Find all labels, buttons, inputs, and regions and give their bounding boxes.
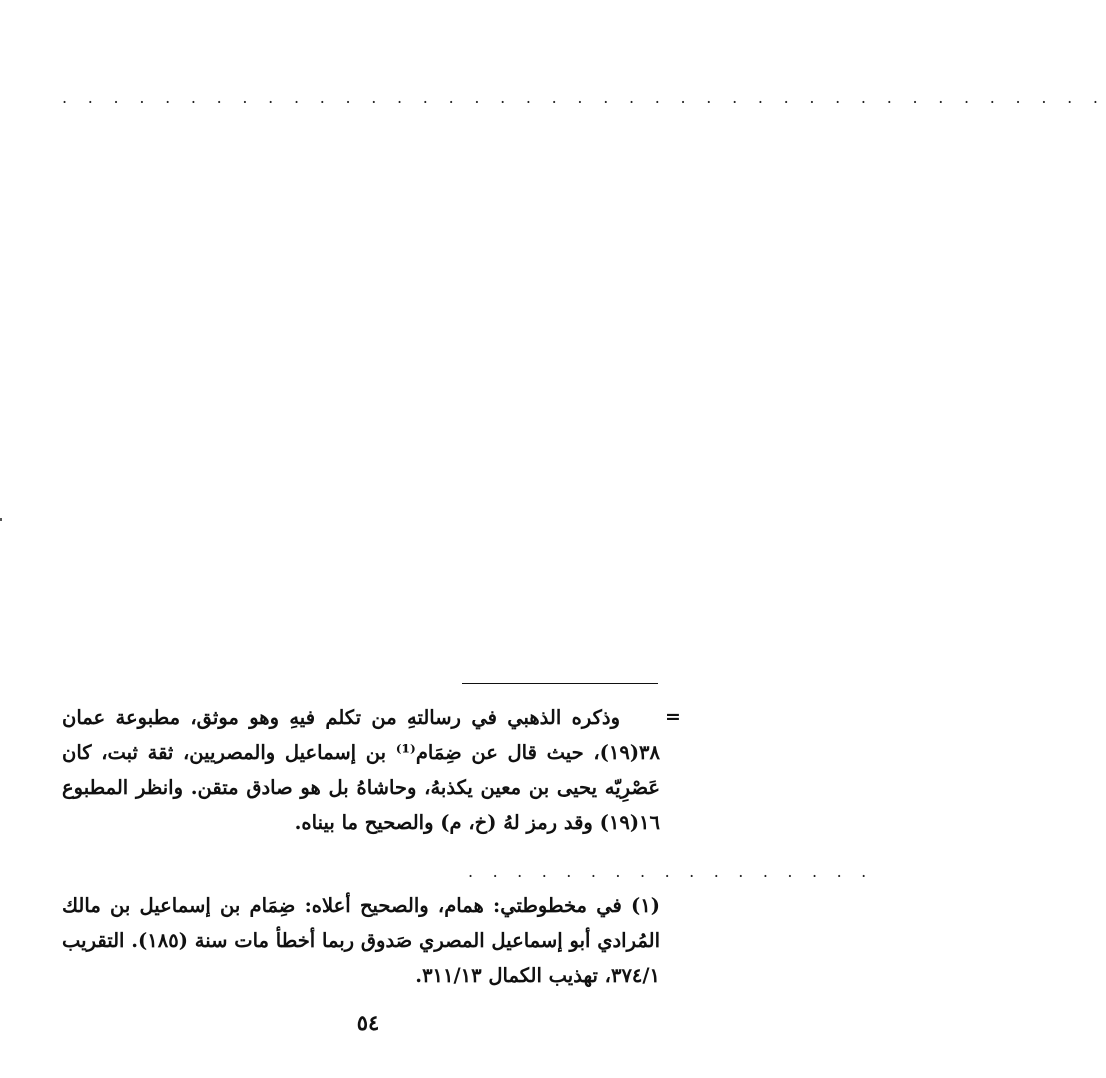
separator-dots-top: . . . . . . . . . . . . . . . . . . . . . . . . . . . . . . . . . . . . . . . . .: [62, 88, 1106, 107]
footnote-continued-paragraph: وذكره الذهبي في رسالتهِ من تكلم فيهِ وهو موثق، مطبوعة عمان ٣٨(١٩)، حيث قال عن ضِمَام⁽¹⁾ بن إسماعيل والمصريين، ثقة ثبت، كان عَصْرِيّه يحيى بن معين يكذبهُ، وحاشاهُ بل هو صادق متقن. وانظر المطبوع ١٦(١٩) وقد رمز لهُ (خ، م) والصحيح ما بيناه.: [62, 706, 660, 834]
footnote-1-paragraph: (١) في مخطوطتي: همام، والصحيح أعلاه: ضِمَام بن إسماعيل بن مالك المُرادي أبو إسماعيل المصري صَدوق ربما أخطأ مات سنة (١٨٥). التقريب ٣٧٤/١، تهذيب الكمال ٣١١/١٣.: [62, 894, 660, 987]
footnote-rule: [462, 683, 658, 684]
continuation-mark: =: [665, 706, 681, 728]
margin-speck: [0, 518, 2, 521]
separator-dots-middle: . . . . . . . . . . . . . . . . .: [468, 862, 874, 881]
page-number: ٥٤: [356, 1010, 380, 1035]
